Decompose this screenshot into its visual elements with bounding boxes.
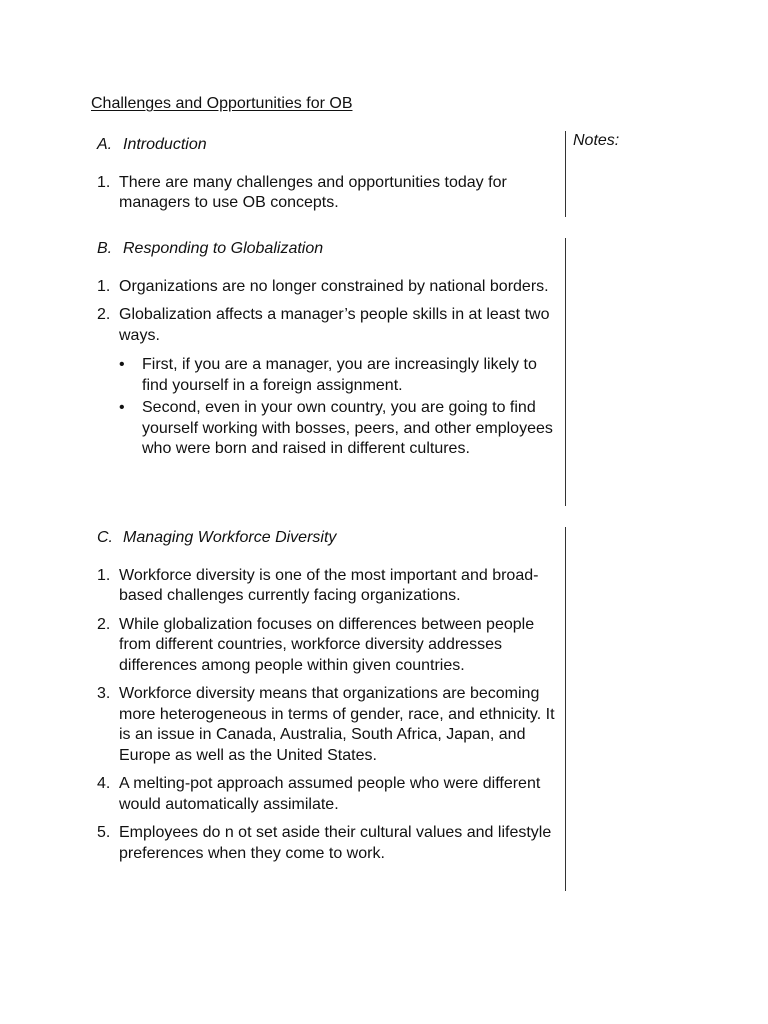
section-letter: C. xyxy=(97,529,113,546)
list-item xyxy=(97,566,563,607)
item-text: Workforce diversity means that organizations are becoming more heterogeneous in terms of gender, race, and ethnicity. It is an issue in Canada, Australia, South Africa, Japan, and Europe as well as the United States. xyxy=(119,685,555,764)
document-title: Challenges and Opportunities for OB xyxy=(91,95,353,112)
numbered-list xyxy=(97,566,563,865)
list-item xyxy=(97,615,563,677)
item-number: 3. xyxy=(97,685,111,702)
item-text: Organizations are no longer constrained by national borders. xyxy=(119,277,549,295)
section-heading-workforce-diversity xyxy=(97,528,563,549)
bullet-icon: • xyxy=(119,399,125,416)
section-title: Responding to Globalization xyxy=(123,240,324,257)
bullet-item xyxy=(119,398,563,460)
bullet-text: First, if you are a manager, you are increasingly likely to find yourself in a foreign assignment. xyxy=(142,356,537,394)
section-title: Managing Workforce Diversity xyxy=(123,529,337,546)
bullet-text: Second, even in your own country, you are going to find yourself working with bosses, peers, and other employees who were born and raised in different cultures. xyxy=(142,399,553,457)
item-number: 2. xyxy=(97,615,111,633)
section-heading-globalization xyxy=(97,239,563,260)
list-item xyxy=(97,277,563,298)
section-letter: B. xyxy=(97,240,113,257)
item-number: 1. xyxy=(97,173,111,191)
list-item xyxy=(97,173,563,214)
item-number: 1. xyxy=(97,566,111,584)
item-text: Globalization affects a manager’s people skills in at least two ways. xyxy=(119,306,550,344)
section-heading-introduction xyxy=(97,135,563,156)
section-globalization xyxy=(97,239,563,468)
notes-label: Notes: xyxy=(573,132,620,149)
item-number: 5. xyxy=(97,824,111,841)
section-letter: A. xyxy=(97,136,113,153)
item-text: A melting-pot approach assumed people who were different would automatically assimilate. xyxy=(119,775,541,813)
numbered-list xyxy=(97,277,563,460)
numbered-list xyxy=(97,173,563,214)
list-item xyxy=(97,684,563,766)
section-workforce-diversity xyxy=(97,528,563,872)
notes-divider-a xyxy=(565,131,566,217)
item-number: 1. xyxy=(97,277,111,295)
item-text: Employees do n ot set aside their cultural values and lifestyle preferences when they come to work. xyxy=(119,824,552,862)
item-text: Workforce diversity is one of the most important and broad-based challenges currently facing organizations. xyxy=(119,566,539,604)
item-text: While globalization focuses on differences between people from different countries, workforce diversity addresses differences among people within given countries. xyxy=(119,615,535,674)
item-number: 2. xyxy=(97,306,111,323)
bullet-icon: • xyxy=(119,356,125,373)
notes-divider-c xyxy=(565,527,566,891)
list-item xyxy=(97,774,563,815)
item-text: There are many challenges and opportunities today for managers to use OB concepts. xyxy=(119,173,507,211)
item-number: 4. xyxy=(97,775,111,792)
section-introduction xyxy=(97,135,563,222)
section-title: Introduction xyxy=(123,136,207,153)
bullet-list xyxy=(119,355,563,460)
list-item xyxy=(97,305,563,460)
bullet-item xyxy=(119,355,563,396)
list-item xyxy=(97,823,563,864)
notes-divider-b xyxy=(565,238,566,506)
